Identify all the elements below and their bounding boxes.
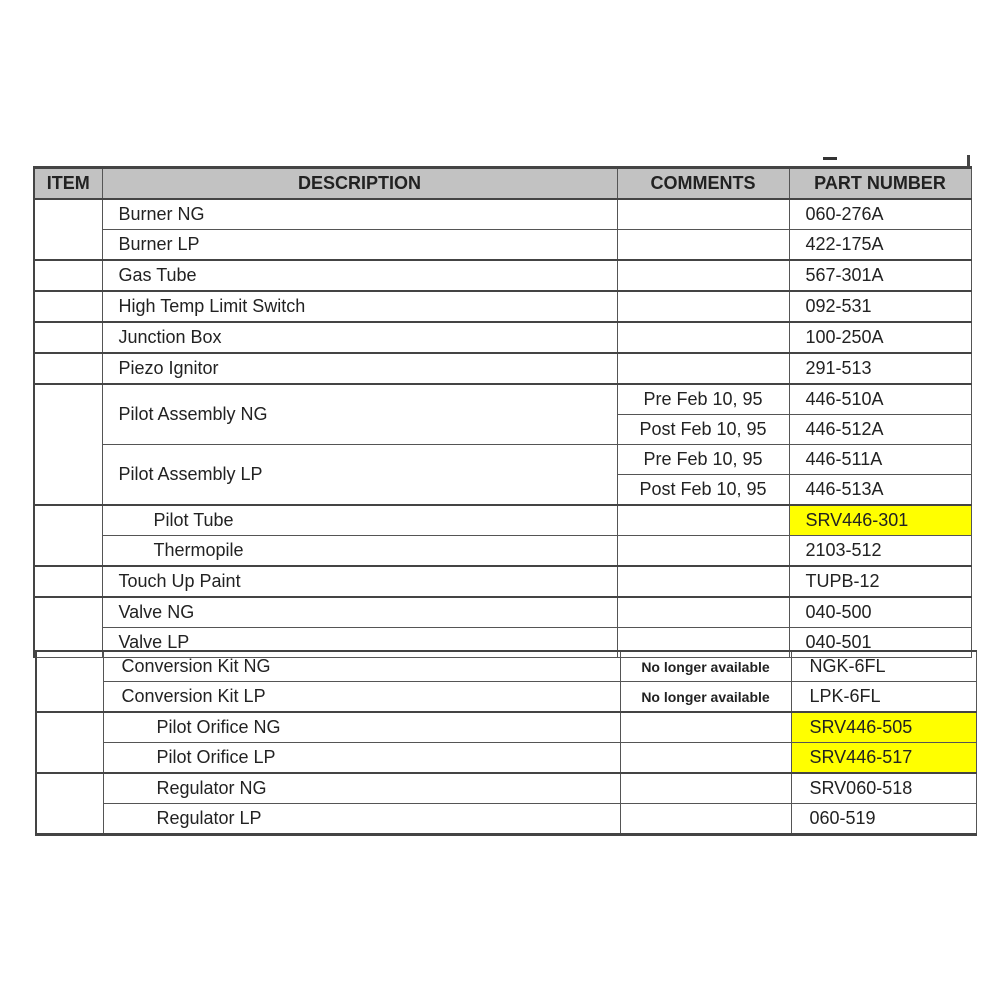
description-cell: Burner NG [102,199,617,230]
description-cell: Pilot Orifice LP [103,743,620,774]
comment-cell [617,597,789,628]
comment-cell: No longer available [620,682,791,713]
comment-cell [617,291,789,322]
part-number-cell: 446-513A [789,475,971,506]
table-row [34,597,971,628]
description-cell: Pilot Tube [102,505,617,536]
scan-artifact [823,157,837,160]
item-cell [34,353,102,384]
item-cell [34,322,102,353]
part-number-cell: 100-250A [789,322,971,353]
table-row [36,743,976,774]
header-row [34,168,971,200]
description-cell: Pilot Orifice NG [103,712,620,743]
table-row [34,505,971,536]
header-item: ITEM [34,168,102,200]
item-cell [34,566,102,597]
item-cell [34,199,102,260]
description-cell: Touch Up Paint [102,566,617,597]
description-cell: Piezo Ignitor [102,353,617,384]
description-cell: High Temp Limit Switch [102,291,617,322]
description-cell: Conversion Kit LP [103,682,620,713]
item-cell [36,712,103,773]
table-row [34,353,971,384]
item-cell [36,773,103,835]
item-cell [34,384,102,505]
part-number-cell: 092-531 [789,291,971,322]
table-row [36,712,976,743]
part-number-cell: 060-519 [791,804,976,835]
part-number-cell-highlighted: SRV446-505 [791,712,976,743]
table-row [34,384,971,415]
part-number-cell: 567-301A [789,260,971,291]
parts-table [33,166,972,658]
comment-cell: Post Feb 10, 95 [617,475,789,506]
part-number-cell: 040-501 [789,628,971,658]
table-row [34,566,971,597]
item-cell [34,505,102,566]
header-comments: COMMENTS [617,168,789,200]
description-cell: Burner LP [102,230,617,261]
part-number-cell: 291-513 [789,353,971,384]
comment-cell [617,566,789,597]
header-part-number: PART NUMBER [789,168,971,200]
table-row [34,199,971,230]
comment-cell [617,536,789,567]
table-row [36,804,976,835]
comment-cell: Pre Feb 10, 95 [617,384,789,415]
comment-cell [620,743,791,774]
comment-cell: Pre Feb 10, 95 [617,445,789,475]
comment-cell [620,712,791,743]
header-description: DESCRIPTION [102,168,617,200]
description-cell: Thermopile [102,536,617,567]
description-cell: Valve LP [102,628,617,658]
item-cell [34,597,102,658]
table-row [34,260,971,291]
description-cell: Pilot Assembly LP [102,445,617,506]
comment-cell [620,773,791,804]
description-cell: Regulator NG [103,773,620,804]
comment-cell [617,353,789,384]
description-cell: Conversion Kit NG [103,651,620,682]
item-cell [36,651,103,712]
table-row [34,445,971,475]
part-number-cell: SRV060-518 [791,773,976,804]
description-cell: Valve NG [102,597,617,628]
table-row [34,291,971,322]
comment-cell: No longer available [620,651,791,682]
item-cell [34,291,102,322]
comment-cell [620,804,791,835]
table-row [34,536,971,567]
description-cell: Junction Box [102,322,617,353]
comment-cell: Post Feb 10, 95 [617,415,789,445]
part-number-cell: 422-175A [789,230,971,261]
description-cell: Pilot Assembly NG [102,384,617,445]
table-row [36,682,976,713]
part-number-cell: LPK-6FL [791,682,976,713]
comment-cell [617,260,789,291]
comment-cell [617,199,789,230]
item-cell [34,260,102,291]
table-row [34,322,971,353]
table-row [36,773,976,804]
description-cell: Regulator LP [103,804,620,835]
part-number-cell: TUPB-12 [789,566,971,597]
table-row [36,651,976,682]
table-row [34,230,971,261]
comment-cell [617,230,789,261]
part-number-cell: 060-276A [789,199,971,230]
part-number-cell: 040-500 [789,597,971,628]
part-number-cell-highlighted: SRV446-301 [789,505,971,536]
comment-cell [617,322,789,353]
parts-table-continued [35,650,977,836]
description-cell: Gas Tube [102,260,617,291]
comment-cell [617,505,789,536]
part-number-cell: 446-511A [789,445,971,475]
part-number-cell: 2103-512 [789,536,971,567]
part-number-cell: 446-512A [789,415,971,445]
part-number-cell-highlighted: SRV446-517 [791,743,976,774]
part-number-cell: NGK-6FL [791,651,976,682]
part-number-cell: 446-510A [789,384,971,415]
